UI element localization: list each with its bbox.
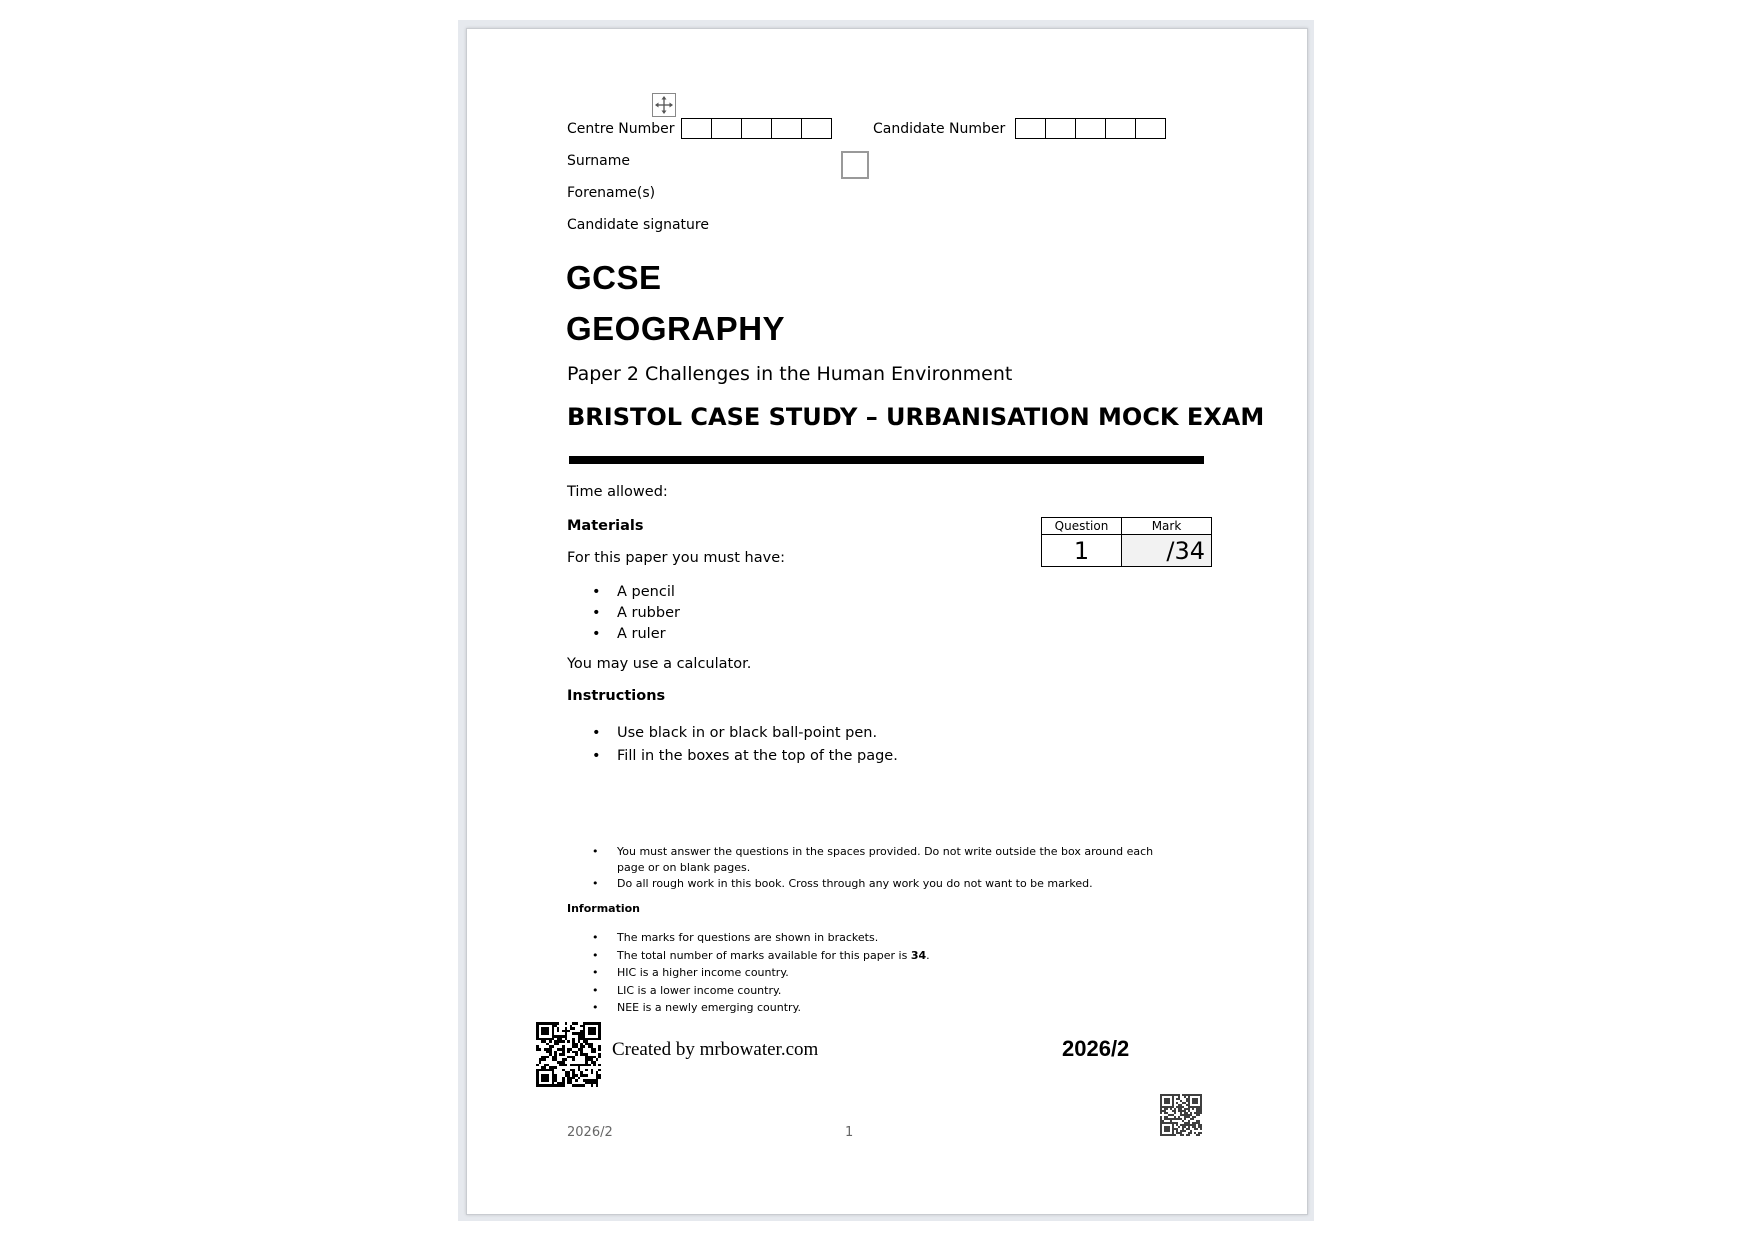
mark-header: Mark	[1122, 518, 1212, 535]
list-item: • The total number of marks available for this paper is 34.	[567, 947, 1167, 965]
list-item: • A ruler	[567, 624, 680, 645]
list-item: • Fill in the boxes at the top of the page.	[567, 745, 898, 768]
exam-code: 2026/2	[1062, 1036, 1130, 1061]
list-item: • You must answer the questions in the spaces provided. Do not write outside the box around each page or on blank pages.	[567, 844, 1167, 876]
candidate-number-boxes[interactable]	[1015, 118, 1166, 139]
list-item: • Do all rough work in this book. Cross through any work you do not want to be marked.	[567, 876, 1167, 892]
mark-table	[1041, 517, 1212, 567]
instructions-list	[567, 722, 898, 768]
list-item: • NEE is a newly emerging country.	[567, 999, 1167, 1017]
question-header: Question	[1042, 518, 1122, 535]
list-item: • HIC is a higher income country.	[567, 964, 1167, 982]
list-item: • The marks for questions are shown in brackets.	[567, 929, 1167, 947]
page-footer-code: 2026/2	[567, 1125, 613, 1140]
list-item: • A pencil	[567, 582, 680, 603]
list-item: • Use black in or black ball-point pen.	[567, 722, 898, 745]
centre-number-label: Centre Number	[567, 121, 675, 137]
materials-heading: Materials	[567, 518, 644, 534]
time-allowed-label: Time allowed:	[567, 484, 668, 500]
information-heading: Information	[567, 902, 640, 915]
document-page	[466, 28, 1308, 1215]
paper-subtitle: Paper 2 Challenges in the Human Environment	[567, 363, 1013, 385]
qr-code-icon	[1160, 1094, 1202, 1136]
forenames-label: Forename(s)	[567, 185, 656, 201]
subject-title: GEOGRAPHY	[566, 310, 786, 347]
candidate-number-label: Candidate Number	[873, 121, 1006, 137]
list-item: • LIC is a lower income country.	[567, 982, 1167, 1000]
candidate-signature-label: Candidate signature	[567, 217, 709, 233]
list-item: • A rubber	[567, 603, 680, 624]
title-divider	[569, 456, 1204, 464]
materials-list	[567, 582, 680, 645]
information-list	[567, 929, 1167, 1017]
instructions-heading: Instructions	[567, 688, 666, 704]
move-arrows-icon[interactable]	[652, 93, 676, 117]
page-number: 1	[845, 1125, 854, 1140]
mark-total: /34	[1166, 536, 1205, 565]
materials-intro: For this paper you must have:	[567, 550, 785, 566]
resize-handle[interactable]	[841, 151, 869, 179]
created-by-text: Created by mrbowater.com	[612, 1039, 819, 1060]
instructions-small-list	[567, 844, 1167, 892]
qualification-title: GCSE	[566, 259, 662, 296]
exam-title: BRISTOL CASE STUDY – URBANISATION MOCK EXAM	[567, 403, 1265, 431]
surname-label: Surname	[567, 153, 630, 169]
qr-code-icon	[536, 1022, 601, 1087]
question-number: 1	[1042, 535, 1122, 567]
mark-value	[1122, 535, 1212, 567]
centre-number-boxes[interactable]	[681, 118, 832, 139]
calculator-note: You may use a calculator.	[567, 656, 752, 672]
